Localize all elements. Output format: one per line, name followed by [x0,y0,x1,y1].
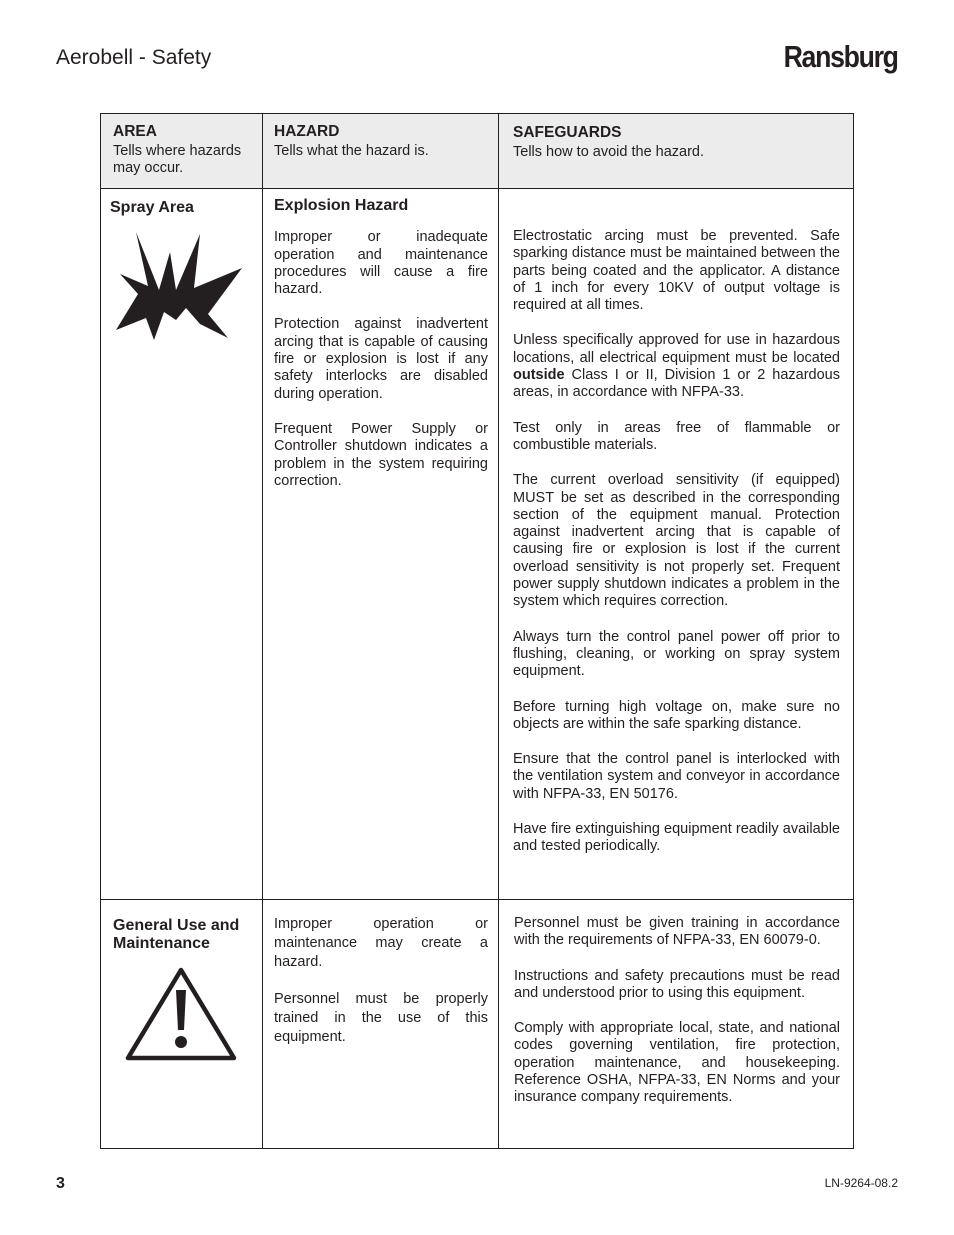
safeguard-text: Class I or II, Division 1 or 2 hazardous areas, in accordance with NFPA-33. [513,367,840,401]
header-area [113,123,255,177]
safeguard-paragraph: Have fire extinguishing equipment readily available and tested periodically. [513,821,840,855]
area-label-line1: General Use and [113,917,240,934]
safeguard-paragraph: Ensure that the control panel is interlocked with the ventilation system and conveyor in accordance with NFPA-33, EN 50176. [513,751,840,802]
header-area-title: AREA [113,123,157,140]
safeguard-paragraph: The current overload sensitivity (if equipped) MUST be set as described in the corresponding section of the equipment manual. Protection against inadvertent arcing that is capable of causing fire or explosion is lost if the current overload sensitivity is not properly set. Frequent power supply shutdown indicates a problem in the system which requires correction. [513,472,840,610]
safeguards-cell-general [514,915,840,1107]
safeguard-paragraph [513,332,840,401]
area-cell-spray [110,199,255,342]
header-hazard-title: HAZARD [274,123,340,140]
hazard-paragraph: Frequent Power Supply or Controller shutdown indicates a problem in the system requiring correction. [274,420,488,489]
safeguard-text: Unless specifically approved for use in hazardous locations, all electrical equipment must be located [513,332,840,366]
header-hazard [274,123,489,160]
safeguards-cell-spray [513,228,840,856]
hazard-cell-spray [274,197,488,490]
area-label-line2: Maintenance [113,935,210,952]
safeguard-paragraph: Always turn the control panel power off prior to flushing, cleaning, or working on spray system equipment. [513,628,840,680]
header-safeguards [513,124,843,161]
safety-table [100,113,854,1149]
safeguard-paragraph: Instructions and safety precautions must be read and understood prior to using this equipment. [514,967,840,1001]
header-safeguards-title: SAFEGUARDS [513,124,622,141]
page-header-title: Aerobell - Safety [56,46,212,69]
row-divider [101,188,853,189]
row-divider [101,899,853,900]
hazard-paragraph: Personnel must be properly trained in the use of this equipment. [274,991,488,1045]
hazard-paragraph: Improper or inadequate operation and maintenance procedures will cause a fire hazard. [274,229,488,298]
explosion-icon [114,230,255,342]
page-number: 3 [56,1175,65,1192]
hazard-title: Explosion Hazard [274,197,409,214]
header-safeguards-description: Tells how to avoid the hazard. [513,144,705,161]
area-cell-general [113,917,258,1062]
header-hazard-description: Tells what the hazard is. [274,143,429,160]
safeguard-emphasis: outside [513,367,565,384]
hazard-paragraph: Improper operation or maintenance may create a hazard. [274,916,488,970]
brand-logo: Ransburg [783,39,898,74]
column-divider [262,114,263,1148]
hazard-cell-general [274,915,488,1047]
warning-exclamation-icon [124,966,258,1062]
safeguard-paragraph: Test only in areas free of flammable or combustible materials. [513,419,840,453]
document-code: LN-9264-08.2 [824,1176,898,1190]
safeguard-paragraph: Personnel must be given training in accordance with the requirements of NFPA-33, EN 60079-0. [514,915,840,949]
hazard-paragraph: Protection against inadvertent arcing that is capable of causing fire or explosion is lost if any safety interlocks are disabled during operation. [274,316,488,402]
safeguard-paragraph: Before turning high voltage on, make sure no objects are within the safe sparking distance. [513,698,840,732]
header-area-description: Tells where hazards may occur. [113,143,242,177]
safeguard-paragraph: Electrostatic arcing must be prevented. Safe sparking distance must be maintained between the parts being coated and the applicator. A distance of 1 inch for every 10KV of output voltage is required at all times. [513,228,840,314]
area-label: Spray Area [110,199,194,216]
column-divider [498,114,499,1148]
safeguard-paragraph: Comply with appropriate local, state, and national codes governing ventilation, fire protection, operation maintenance, and housekeeping. Reference OSHA, NFPA-33, EN Norms and your insurance company requirements. [514,1020,840,1106]
